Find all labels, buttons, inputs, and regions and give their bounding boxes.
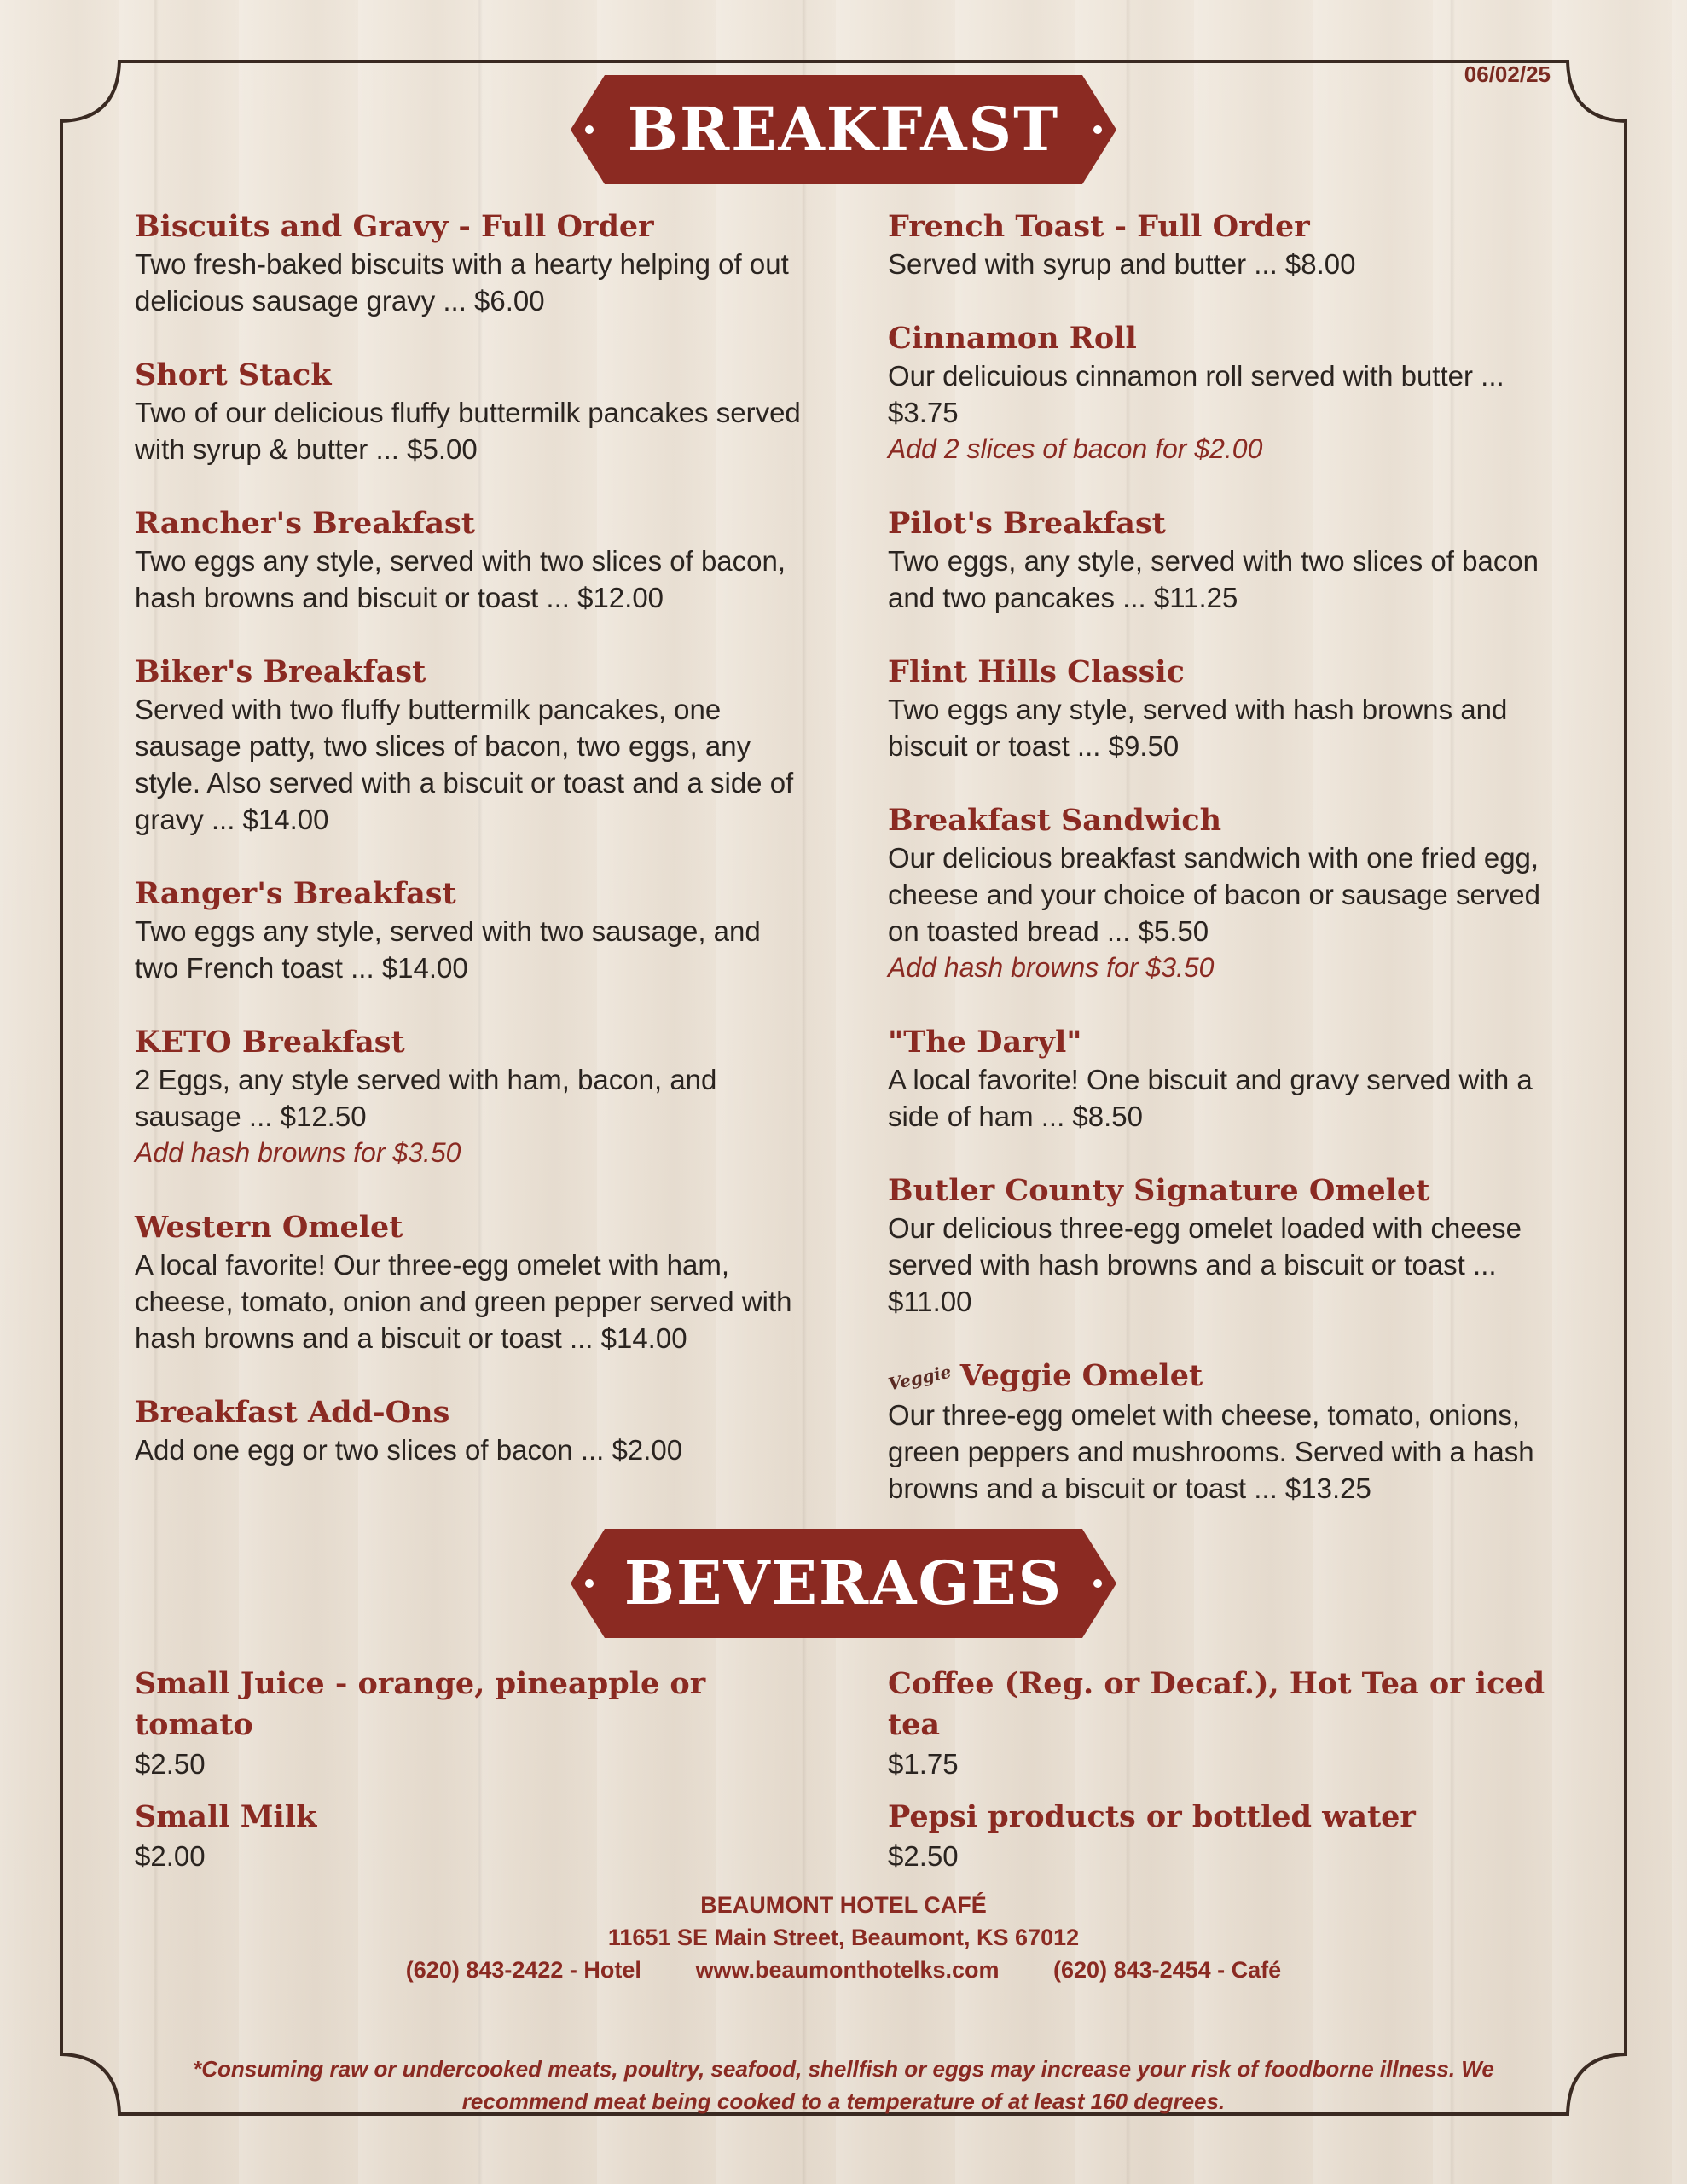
- beverage-title: Pepsi products or bottled water: [888, 1799, 1416, 1834]
- item-description: Served with syrup and butter ... $8.00: [888, 248, 1356, 280]
- menu-item: [135, 653, 809, 838]
- business-name: BEAUMONT HOTEL CAFÉ: [700, 1892, 987, 1918]
- item-addon-note: Add hash browns for $3.50: [888, 952, 1215, 983]
- item-description: Our delicuious cinnamon roll served with butter ... $3.75: [888, 360, 1504, 428]
- menu-item: [135, 505, 809, 616]
- item-description: Two eggs any style, served with hash browns and biscuit or toast ... $9.50: [888, 694, 1508, 762]
- item-title: Cinnamon Roll: [888, 321, 1137, 356]
- beverage-item: [888, 1797, 1562, 1875]
- item-title: Breakfast Add-Ons: [135, 1395, 450, 1430]
- item-title: KETO Breakfast: [135, 1025, 405, 1060]
- beverage-title: Coffee (Reg. or Decaf.), Hot Tea or iced tea: [888, 1666, 1545, 1742]
- item-title: Biscuits and Gravy - Full Order: [135, 209, 654, 244]
- beverages-right-column: [888, 1664, 1562, 1889]
- menu-item: [888, 320, 1562, 468]
- breakfast-banner: [571, 75, 1116, 184]
- item-title: Western Omelet: [135, 1210, 403, 1245]
- breakfast-right-column: [888, 208, 1562, 1544]
- item-description: Served with two fluffy buttermilk pancakes, one sausage patty, two slices of bacon, two eggs, any style. Also served with a biscuit or toast and a side of gravy ... $14.00: [135, 694, 794, 835]
- beverage-item: [135, 1664, 809, 1783]
- menu-item: [888, 1172, 1562, 1320]
- item-title-text: Veggie Omelet: [959, 1358, 1203, 1393]
- item-description: Two eggs any style, served with two sausage, and two French toast ... $14.00: [135, 915, 761, 984]
- contact-row: [0, 1954, 1687, 1986]
- beverage-item: [888, 1664, 1562, 1783]
- item-title: Ranger's Breakfast: [135, 876, 456, 911]
- menu-item: [135, 357, 809, 468]
- menu-item: [888, 505, 1562, 616]
- beverage-price: $2.50: [888, 1840, 959, 1872]
- item-title: "The Daryl": [888, 1025, 1082, 1060]
- item-description: Two of our delicious fluffy buttermilk pancakes served with syrup & butter ... $5.00: [135, 397, 801, 465]
- veggie-icon: Veggie: [886, 1360, 954, 1395]
- menu-item: [888, 802, 1562, 986]
- item-title: Rancher's Breakfast: [135, 506, 475, 541]
- item-title: Short Stack: [135, 357, 332, 392]
- menu-item: [135, 1209, 809, 1356]
- menu-item: [135, 875, 809, 986]
- beverage-title: Small Juice - orange, pineapple or tomato: [135, 1666, 706, 1742]
- item-description: Our three-egg omelet with cheese, tomato, onions, green peppers and mushrooms. Served with a hash browns and a biscuit or toast ... $13.25: [888, 1398, 1534, 1504]
- beverage-price: $2.50: [135, 1748, 206, 1780]
- item-description: 2 Eggs, any style served with ham, bacon, and sausage ... $12.50: [135, 1064, 717, 1132]
- item-title: Flint Hills Classic: [888, 654, 1185, 689]
- item-title: French Toast - Full Order: [888, 209, 1310, 244]
- item-description: Add one egg or two slices of bacon ... $2.00: [135, 1434, 683, 1466]
- item-title: Pilot's Breakfast: [888, 506, 1166, 541]
- beverages-heading: BEVERAGES: [623, 1548, 1064, 1618]
- business-address: 11651 SE Main Street, Beaumont, KS 67012: [607, 1925, 1080, 1950]
- beverage-price: $2.00: [135, 1840, 206, 1872]
- footer: [0, 1889, 1687, 1986]
- breakfast-heading: BREAKFAST: [627, 94, 1060, 165]
- breakfast-left-column: [135, 208, 809, 1506]
- menu-item: [888, 653, 1562, 764]
- item-addon-note: Add 2 slices of bacon for $2.00: [888, 433, 1263, 464]
- food-safety-disclaimer: *Consuming raw or undercooked meats, poultry, seafood, shellfish or eggs may increase your risk of foodborne illness. We recommend meat being cooked to a temperature of at least 160 degrees.: [193, 2056, 1494, 2114]
- beverage-price: $1.75: [888, 1748, 959, 1780]
- item-title: Butler County Signature Omelet: [888, 1173, 1430, 1208]
- menu-item: [888, 1024, 1562, 1135]
- item-description: A local favorite! Our three-egg omelet with ham, cheese, tomato, onion and green pepper served with hash browns and a biscuit or toast ... $14.00: [135, 1249, 792, 1354]
- item-description: Two eggs, any style, served with two slices of bacon and two pancakes ... $11.25: [888, 545, 1539, 613]
- item-description: Our delicious breakfast sandwich with one fried egg, cheese and your choice of bacon or sausage served on toasted bread ... $5.50: [888, 842, 1540, 947]
- item-title: [888, 1357, 1562, 1397]
- beverages-banner: [571, 1529, 1116, 1638]
- item-title: Breakfast Sandwich: [888, 803, 1222, 838]
- hotel-phone: (620) 843-2422 - Hotel: [405, 1957, 641, 1983]
- item-description: Our delicious three-egg omelet loaded with cheese served with hash browns and a biscuit or toast ... $11.00: [888, 1212, 1522, 1317]
- menu-date: 06/02/25: [1464, 61, 1551, 87]
- item-description: Two fresh-baked biscuits with a hearty helping of out delicious sausage gravy ... $6.00: [135, 248, 789, 317]
- menu-item: [888, 208, 1562, 282]
- menu-item: [135, 208, 809, 319]
- cafe-phone: (620) 843-2454 - Café: [1053, 1957, 1282, 1983]
- beverage-item: [135, 1797, 809, 1875]
- menu-item: [135, 1394, 809, 1468]
- beverage-title: Small Milk: [135, 1799, 317, 1834]
- item-title: Biker's Breakfast: [135, 654, 426, 689]
- item-description: Two eggs any style, served with two slices of bacon, hash browns and biscuit or toast ... $12.00: [135, 545, 786, 613]
- website-link[interactable]: www.beaumonthotelks.com: [695, 1957, 1000, 1983]
- menu-item: [888, 1357, 1562, 1507]
- beverages-left-column: [135, 1664, 809, 1889]
- item-addon-note: Add hash browns for $3.50: [135, 1137, 461, 1168]
- item-description: A local favorite! One biscuit and gravy served with a side of ham ... $8.50: [888, 1064, 1533, 1132]
- menu-item: [135, 1024, 809, 1171]
